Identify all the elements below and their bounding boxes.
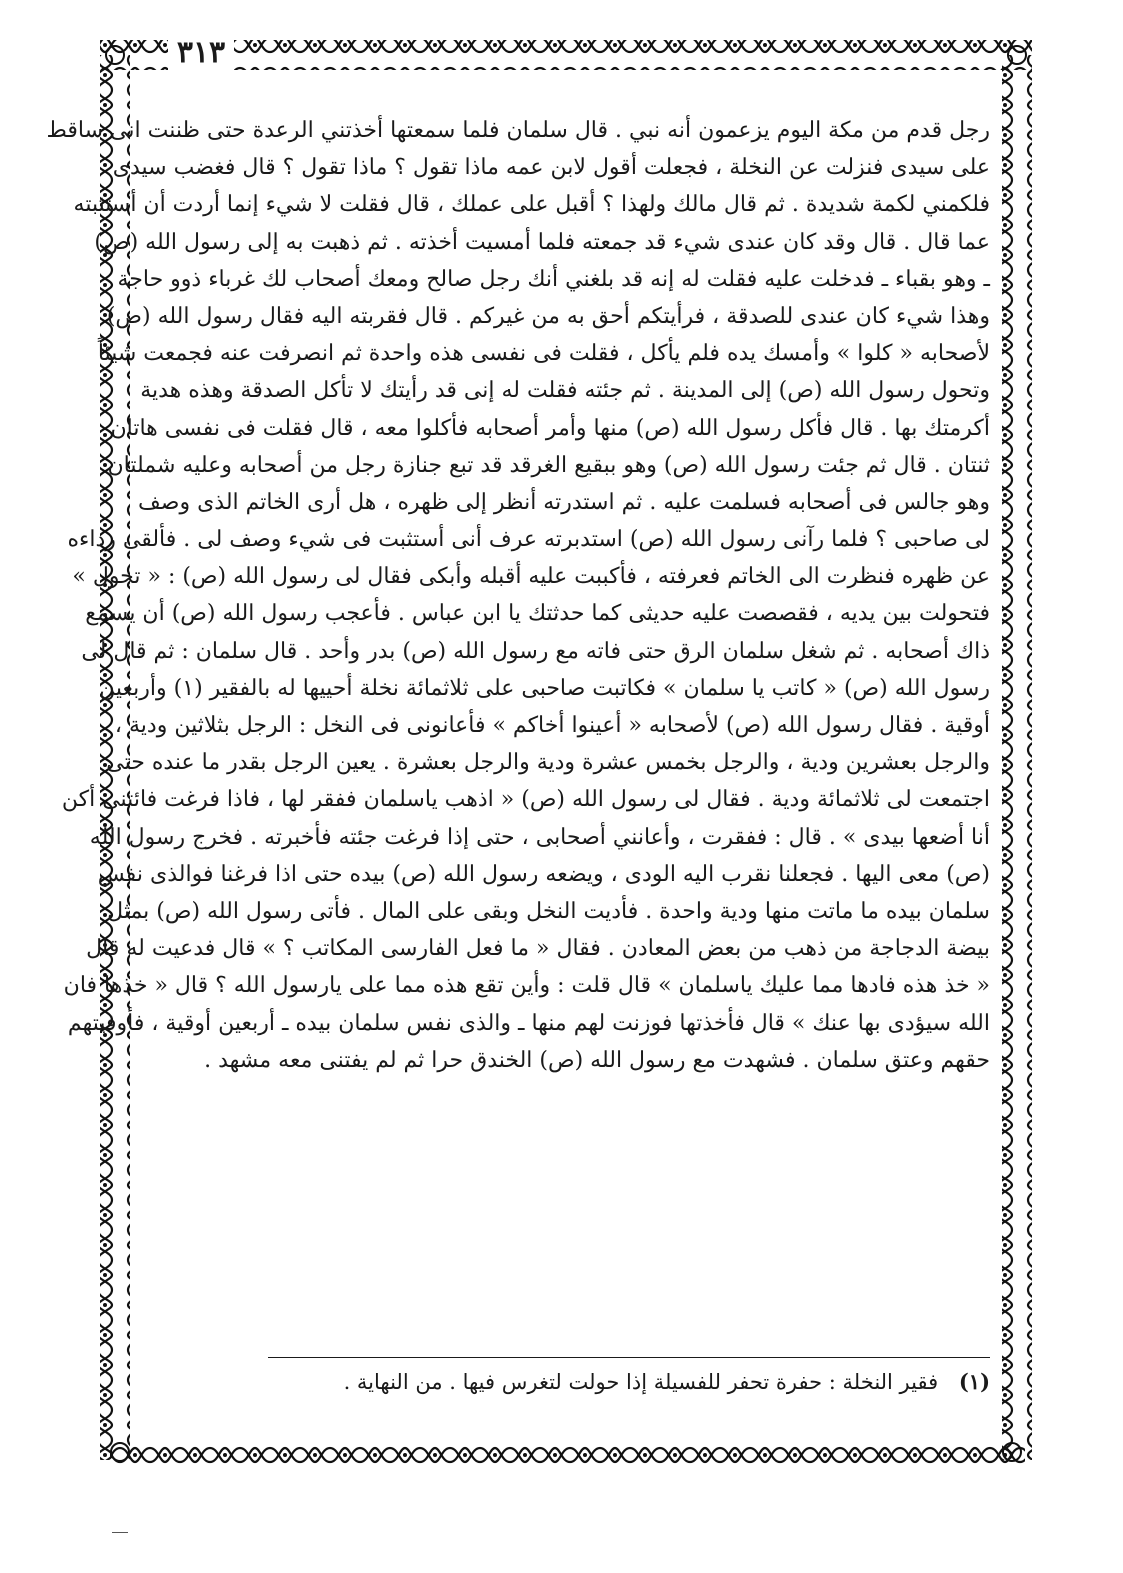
text-line: أنا أضعها بيدى » . قال : ففقرت ، وأعانني أصحابى ، حتى إذا فرغت جئته فأخبرته . فخرج رسول الله [89, 824, 990, 850]
text-line: فتحولت بين يديه ، فقصصت عليه حديثى كما حدثتك يا ابن عباس . فأعجب رسول الله (ص) أن يسمع [85, 601, 990, 627]
page-number: ٣١٣ [168, 36, 234, 70]
text-line: وهذا شيء كان عندى للصدقة ، فرأيتكم أحق به من غيركم . قال فقربته اليه فقال رسول الله (ص) [106, 303, 990, 329]
text-line: بيضة الدجاجة من ذهب من بعض المعادن . فقال « ما فعل الفارسى المكاتب ؟ » قال فدعيت له قال [86, 936, 990, 962]
footnote [300, 1366, 990, 1398]
text-line: ـ وهو بقباء ـ فدخلت عليه فقلت له إنه قد بلغني أنك رجل صالح ومعك أصحاب لك غرباء ذوو حاجة [117, 266, 990, 292]
text-line: لى صاحبى ؟ فلما رآنى رسول الله (ص) استدبرته عرف أنى أستثبت فى شيء وصف لى . فألقى رداءه [67, 527, 990, 553]
text-line: (ص) معى اليها . فجعلنا نقرب اليه الودى ، ويضعه رسول الله (ص) بيده حتى اذا فرغنا فوالذى نفس [97, 861, 990, 887]
text-line: أكرمتك بها . قال فأكل رسول الله (ص) منها وأمر أصحابه فأكلوا معه ، قال فقلت فى نفسى هاتان [110, 415, 990, 441]
text-line: ثنتان . قال ثم جئت رسول الله (ص) وهو ببقيع الغرقد قد تبع جنازة رجل من أصحابه وعليه شملتان [107, 452, 990, 478]
text-line: عن ظهره فنظرت الى الخاتم فعرفته ، فأكببت عليه أقبله وأبكى فقال لى رسول الله (ص) : « تحول » [72, 564, 990, 590]
text-line: « خذ هذه فادها مما عليك ياسلمان » قال قلت : وأين تقع هذه مما على يارسول الله ؟ قال « خذها فان [63, 973, 990, 999]
footnote-text: فقير النخلة : حفرة تحفر للفسيلة إذا حولت لتغرس فيها . من النهاية . [343, 1370, 939, 1394]
text-line: رجل قدم من مكة اليوم يزعمون أنه نبي . قال سلمان فلما سمعتها أخذتني الرعدة حتى ظننت انى ساقط [46, 118, 990, 143]
text-line: سلمان بيده ما ماتت منها ودية واحدة . فأديت النخل وبقى على المال . فأتى رسول الله (ص) بمثل [107, 898, 990, 924]
footnote-separator [268, 1357, 990, 1358]
text-line: رسول الله (ص) « كاتب يا سلمان » فكاتبت صاحبى على ثلاثمائة نخلة أحييها له بالفقير (١) وأربعين [99, 675, 990, 701]
footnote-marker: (١) [958, 1369, 990, 1394]
text-line: اجتمعت لى ثلاثمائة ودية . فقال لى رسول الله (ص) « اذهب ياسلمان ففقر لها ، فاذا فرغت فائتنى أكن [61, 787, 990, 813]
text-line: لأصحابه « كلوا » وأمسك يده فلم يأكل ، فقلت فى نفسى هذه واحدة ثم انصرفت عنه فجمعت شيئاً [97, 341, 990, 367]
scan-mark [112, 1532, 128, 1533]
text-line: والرجل بعشرين ودية ، والرجل بخمس عشرة ودية والرجل بعشرة . يعين الرجل بقدر ما عنده حتى [106, 750, 990, 776]
text-line: وتحول رسول الله (ص) إلى المدينة . ثم جئته فقلت له إنى قد رأيتك لا تأكل الصدقة وهذه هدية [140, 378, 990, 404]
text-line: الله سيؤدى بها عنك » قال فأخذتها فوزنت لهم منها ـ والذى نفس سلمان بيده ـ أربعين أوقية ، فأوفيتهم [67, 1010, 990, 1036]
main-text-block [46, 112, 990, 1079]
text-line: فلكمني لكمة شديدة . ثم قال مالك ولهذا ؟ أقبل على عملك ، قال فقلت لا شيء إنما أردت أن أستثبته [73, 192, 990, 218]
text-line: عما قال . قال وقد كان عندى شيء قد جمعته فلما أمسيت أخذته . ثم ذهبت به إلى رسول الله (ص) [94, 229, 990, 255]
text-line: أوقية . فقال رسول الله (ص) لأصحابه « أعينوا أخاكم » فأعانونى فى النخل : الرجل بثلاثين ودية ، [114, 713, 990, 738]
text-line: على سيدى فنزلت عن النخلة ، فجعلت أقول لابن عمه ماذا تقول ؟ ماذا تقول ؟ قال فغضب سيدى [112, 155, 990, 181]
text-line: حقهم وعتق سلمان . فشهدت مع رسول الله (ص) الخندق حرا ثم لم يفتنى معه مشهد . [204, 1047, 990, 1073]
text-line: ذاك أصحابه . ثم شغل سلمان الرق حتى فاته مع رسول الله (ص) بدر وأحد . قال سلمان : ثم قال لى [81, 638, 990, 664]
text-line: وهو جالس فى أصحابه فسلمت عليه . ثم استدرته أنظر إلى ظهره ، هل أرى الخاتم الذى وصف [138, 489, 990, 515]
